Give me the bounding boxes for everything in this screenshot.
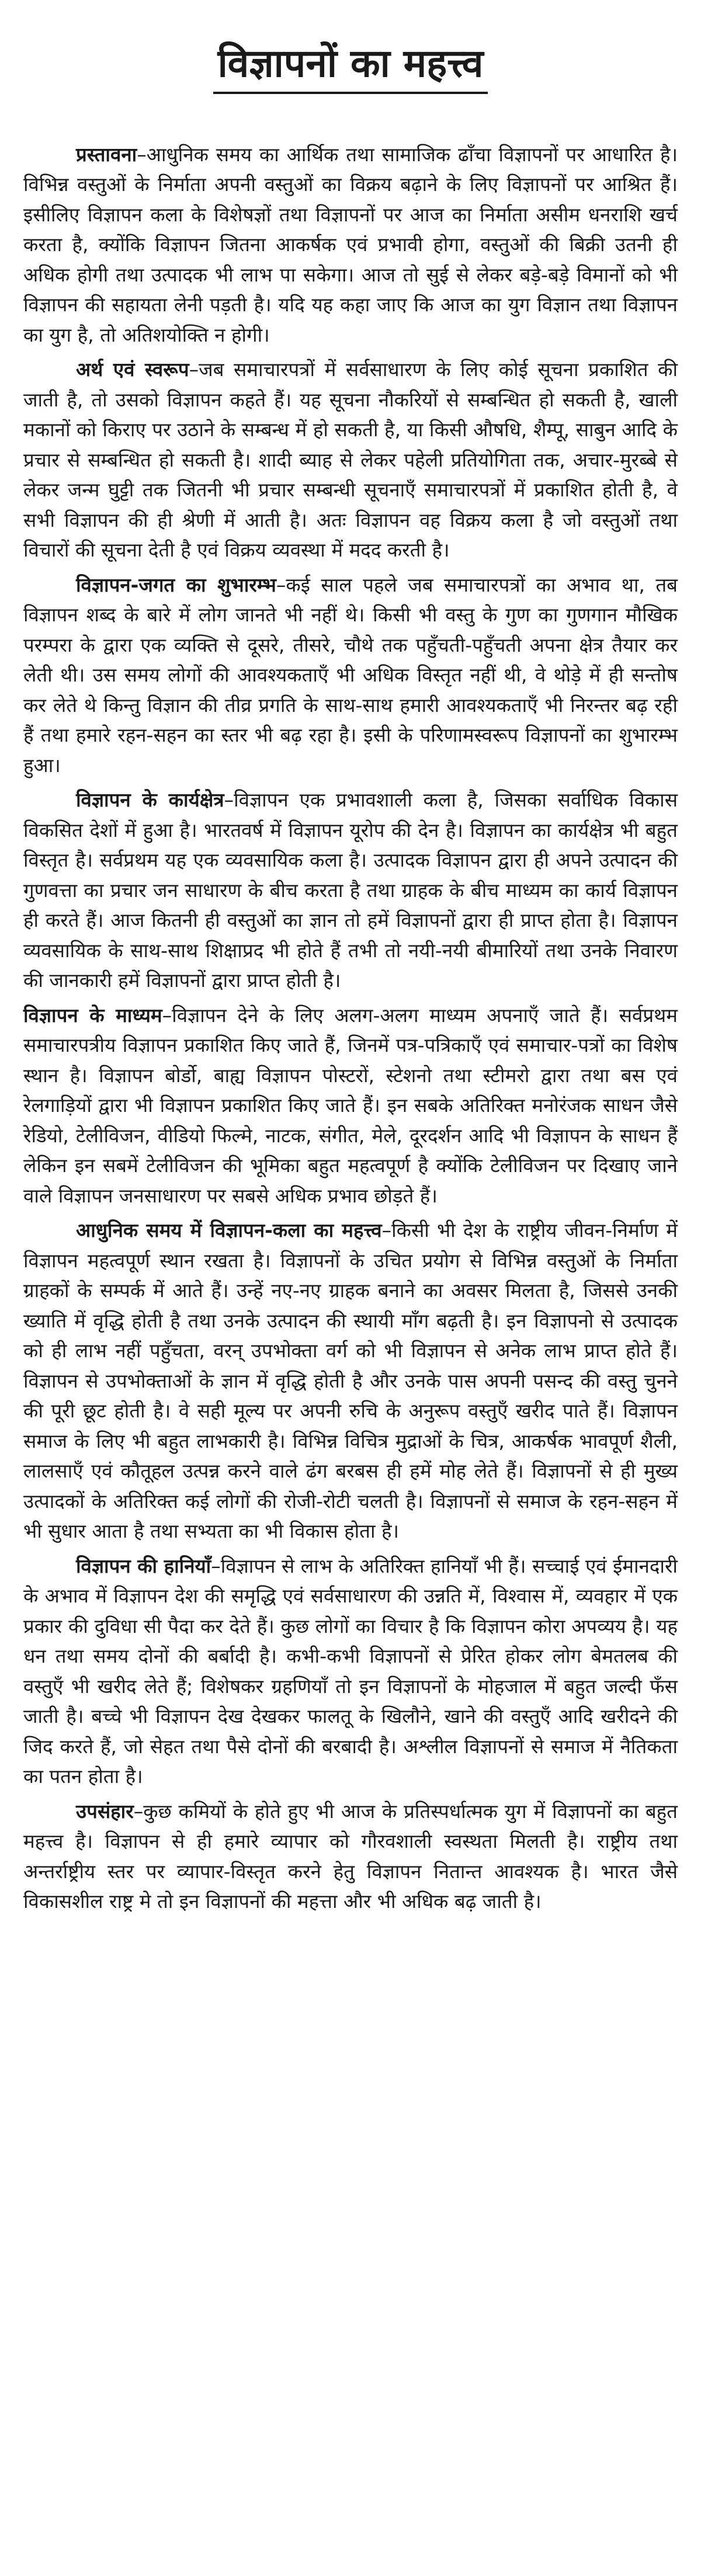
- paragraph-importance: [23, 1215, 678, 1546]
- heading-meaning: अर्थ एवं स्वरूप: [76, 358, 189, 381]
- heading-beginning: विज्ञापन-जगत का शुभारम्भ: [76, 573, 276, 596]
- paragraph-conclusion: [23, 1796, 678, 1917]
- body-meaning: –जब समाचारपत्रों में सर्वसाधारण के लिए कोई सूचना प्रकाशित की जाती है, तो उसको विज्ञापन कहते हैं। यह सूचना नौकरियों से सम्बन्धित हो सकती है, खाली मकानों को किराए पर उठाने के सम्बन्ध में हो सकती है, या किसी औषधि, शैम्पू, साबुन आदि के प्रचार से सम्बन्धित हो सकती है। शादी ब्याह से लेकर पहेली प्रतियोगिता तक, अचार-मुरब्बे से लेकर जन्म घुट्टी तक जितनी भी प्रचार सम्बन्धी सूचनाएँ समाचारपत्रों में प्रकाशित होती है, वे सभी विज्ञापन की ही श्रेणी में आती है। अतः विज्ञापन वह विक्रय कला है जो वस्तुओं तथा विचारों की सूचना देती है एवं विक्रय व्यवस्था में मदद करती है।: [23, 358, 678, 562]
- heading-conclusion: उपसंहार: [76, 1799, 134, 1823]
- body-importance: –किसी भी देश के राष्ट्रीय जीवन-निर्माण में विज्ञापन महत्वपूर्ण स्थान रखता है। विज्ञापनों के उचित प्रयोग से विभिन्न वस्तुओं के निर्माता ग्राहकों के सम्पर्क में आते हैं। उन्हें नए-नए ग्राहक बनाने का अवसर मिलता है, जिससे उनकी ख्याति में वृद्धि होती है तथा उनके उत्पादन की स्थायी माँग बढ़ती है। इन विज्ञापनो से उत्पादक को ही लाभ नहीं पहुँचता, वरन् उपभोक्ता वर्ग को भी विज्ञापन से अनेक लाभ प्राप्त होते हैं। विज्ञापन से उपभोक्ताओं के ज्ञान में वृद्धि होती है और उनके पास अपनी पसन्द की वस्तु चुनने की पूरी छूट होती है। वे सही मूल्य पर अपनी रुचि के अनुरूप वस्तुएँ खरीद पाते हैं। विज्ञापन समाज के लिए भी बहुत लाभकारी है। विभिन्न विचित्र मुद्राओं के चित्र, आकर्षक भावपूर्ण शैली, लालसाएँ एवं कौतूहल उत्पन्न करने वाले ढंग बरबस ही हमें मोह लेते हैं। विज्ञापनों से ही मुख्य उत्पादकों के अतिरिक्त कई लोगों की रोजी-रोटी चलती है। विज्ञापनों से समाज के रहन-सहन में भी सुधार आता है तथा सभ्यता का भी विकास होता है।: [23, 1219, 678, 1543]
- body-scope: –विज्ञापन एक प्रभावशाली कला है, जिसका सर्वाधिक विकास विकसित देशों में हुआ है। भारतवर्ष में विज्ञापन यूरोप की देन है। विज्ञापन का कार्यक्षेत्र भी बहुत विस्तृत है। सर्वप्रथम यह एक व्यवसायिक कला है। उत्पादक विज्ञापन द्वारा ही अपने उत्पादन की गुणवत्ता का प्रचार जन साधारण के बीच करता है तथा ग्राहक के बीच माध्यम का कार्य विज्ञापन ही करते हैं। आज कितनी ही वस्तुओं का ज्ञान तो हमें विज्ञापनों द्वारा ही प्राप्त होता है। विज्ञापन व्यवसायिक के साथ-साथ शिक्षाप्रद भी होते हैं तभी तो नयी-नयी बीमारियों तथा उनके निवारण की जानकारी हमें विज्ञापनों द्वारा प्राप्त होती है।: [23, 788, 678, 992]
- heading-introduction: प्रस्तावना: [76, 142, 137, 166]
- paragraph-scope: [23, 785, 678, 996]
- body-media: –विज्ञापन देने के लिए अलग-अलग माध्यम अपनाएँ जाते हैं। सर्वप्रथम समाचारपत्रीय विज्ञापन प्रकाशित किए जाते हैं, जिनमें पत्र-पत्रिकाएँ एवं समाचार-पत्रों का विशेष स्थान है। विज्ञापन बोर्डो, बाह्य विज्ञापन पोस्टरों, स्टेशनो तथा स्टीमरो द्वारा तथा बस एवं रेलगाड़ियों द्वारा भी विज्ञापन प्रकाशित किए जाते हैं। इन सबके अतिरिक्त मनोरंजक साधन जैसे रेडियो, टेलीविजन, वीडियो फिल्मे, नाटक, संगीत, मेले, दूरदर्शन आदि भी विज्ञापन के साधन हैं लेकिन इन सबमें टेलीविजन की भूमिका बहुत महत्वपूर्ण है क्योंकि टेलीविजन पर दिखाए जाने वाले विज्ञापन जनसाधारण पर सबसे अधिक प्रभाव छोड़ते हैं।: [23, 1003, 678, 1207]
- paragraph-disadvantages: [23, 1551, 678, 1792]
- title-wrap: [23, 14, 678, 120]
- heading-scope: विज्ञापन के कार्यक्षेत्र: [76, 788, 224, 812]
- body-beginning: –कई साल पहले जब समाचारपत्रों का अभाव था, तब विज्ञापन शब्द के बारे में लोग जानते भी नहीं थे। किसी भी वस्तु के गुण का गुणगान मौखिक परम्परा के द्वारा एक व्यक्ति से दूसरे, तीसरे, चौथे तक पहुँचती-पहुँचती अपना क्षेत्र तैयार कर लेती थी। उस समय लोगों की आवश्यकताएँ भी अधिक विस्तृत नहीं थी, वे थोड़े में ही सन्तोष कर लेते थे किन्तु विज्ञान की तीव्र प्रगति के साथ-साथ हमारी आवश्यकताएँ भी निरन्तर बढ़ रही हैं तथा हमारे रहन-सहन का स्तर भी बढ़ रहा है। इसी के परिणामस्वरूप विज्ञापनों का शुभारम्भ हुआ।: [23, 573, 678, 777]
- paragraph-introduction: [23, 140, 678, 350]
- body-disadvantages: –विज्ञापन से लाभ के अतिरिक्त हानियाँ भी हैं। सच्चाई एवं ईमानदारी के अभाव में विज्ञापन देश की समृद्धि एवं सर्वसाधारण की उन्नति में, विश्वास में, व्यवहार में एक प्रकार की दुविधा सी पैदा कर देते हैं। कुछ लोगों का विचार है कि विज्ञापन कोरा अपव्यय है। यह धन तथा समय दोनों की बर्बादी है। कभी-कभी विज्ञापनों से प्रेरित होकर लोग बेमतलब की वस्तुएँ भी खरीद लेते हैं; विशेषकर ग्रहणियाँ तो इन विज्ञापनों के मोहजाल में बहुत जल्दी फँस जाती है। बच्चे भी विज्ञापन देख देखकर फालतू के खिलौने, खाने की वस्तुएँ आदि खरीदने की जिद करते हैं, जो सेहत तथा पैसे दोनों की बरबादी है। अश्लील विज्ञापनों से समाज में नैतिकता का पतन होता है।: [23, 1554, 678, 1788]
- paragraph-media: [23, 1000, 678, 1211]
- heading-media: विज्ञापन के माध्यम: [23, 1003, 162, 1027]
- page-title: विज्ञापनों का महत्त्व: [213, 40, 488, 94]
- paragraph-meaning: [23, 354, 678, 565]
- body-conclusion: –कुछ कमियों के होते हुए भी आज के प्रतिस्पर्धात्मक युग में विज्ञापनों का बहुत महत्त्व है। विज्ञापन से ही हमारे व्यापार को गौरवशाली स्वस्थता मिलती है। राष्ट्रीय तथा अन्तर्राष्ट्रीय स्तर पर व्यापार-विस्तृत करने हेतु विज्ञापन नितान्त आवश्यक है। भारत जैसे विकासशील राष्ट्र मे तो इन विज्ञापनों की महत्ता और भी अधिक बढ़ जाती है।: [23, 1799, 678, 1913]
- heading-disadvantages: विज्ञापन की हानियाँ: [76, 1554, 211, 1577]
- heading-importance: आधुनिक समय में विज्ञापन-कला का महत्त्व: [76, 1219, 382, 1242]
- body-introduction: –आधुनिक समय का आर्थिक तथा सामाजिक ढाँचा विज्ञापनों पर आधारित है। विभिन्न वस्तुओं के निर्माता अपनी वस्तुओं का विक्रय बढ़ाने के लिए विज्ञापनों पर आश्रित हैं। इसीलिए विज्ञापन कला के विशेषज्ञों तथा विज्ञापनों पर आज का निर्माता असीम धनराशि खर्च करता है, क्योंकि विज्ञापन जितना आकर्षक एवं प्रभावी होगा, वस्तुओं की बिक्री उतनी ही अधिक होगी तथा उत्पादक भी लाभ पा सकेगा। आज तो सुई से लेकर बड़े-बड़े विमानों को भी विज्ञापन की सहायता लेनी पड़ती है। यदि यह कहा जाए कि आज का युग विज्ञान तथा विज्ञापन का युग है, तो अतिशयोक्ति न होगी।: [23, 142, 678, 346]
- paragraph-beginning: [23, 570, 678, 781]
